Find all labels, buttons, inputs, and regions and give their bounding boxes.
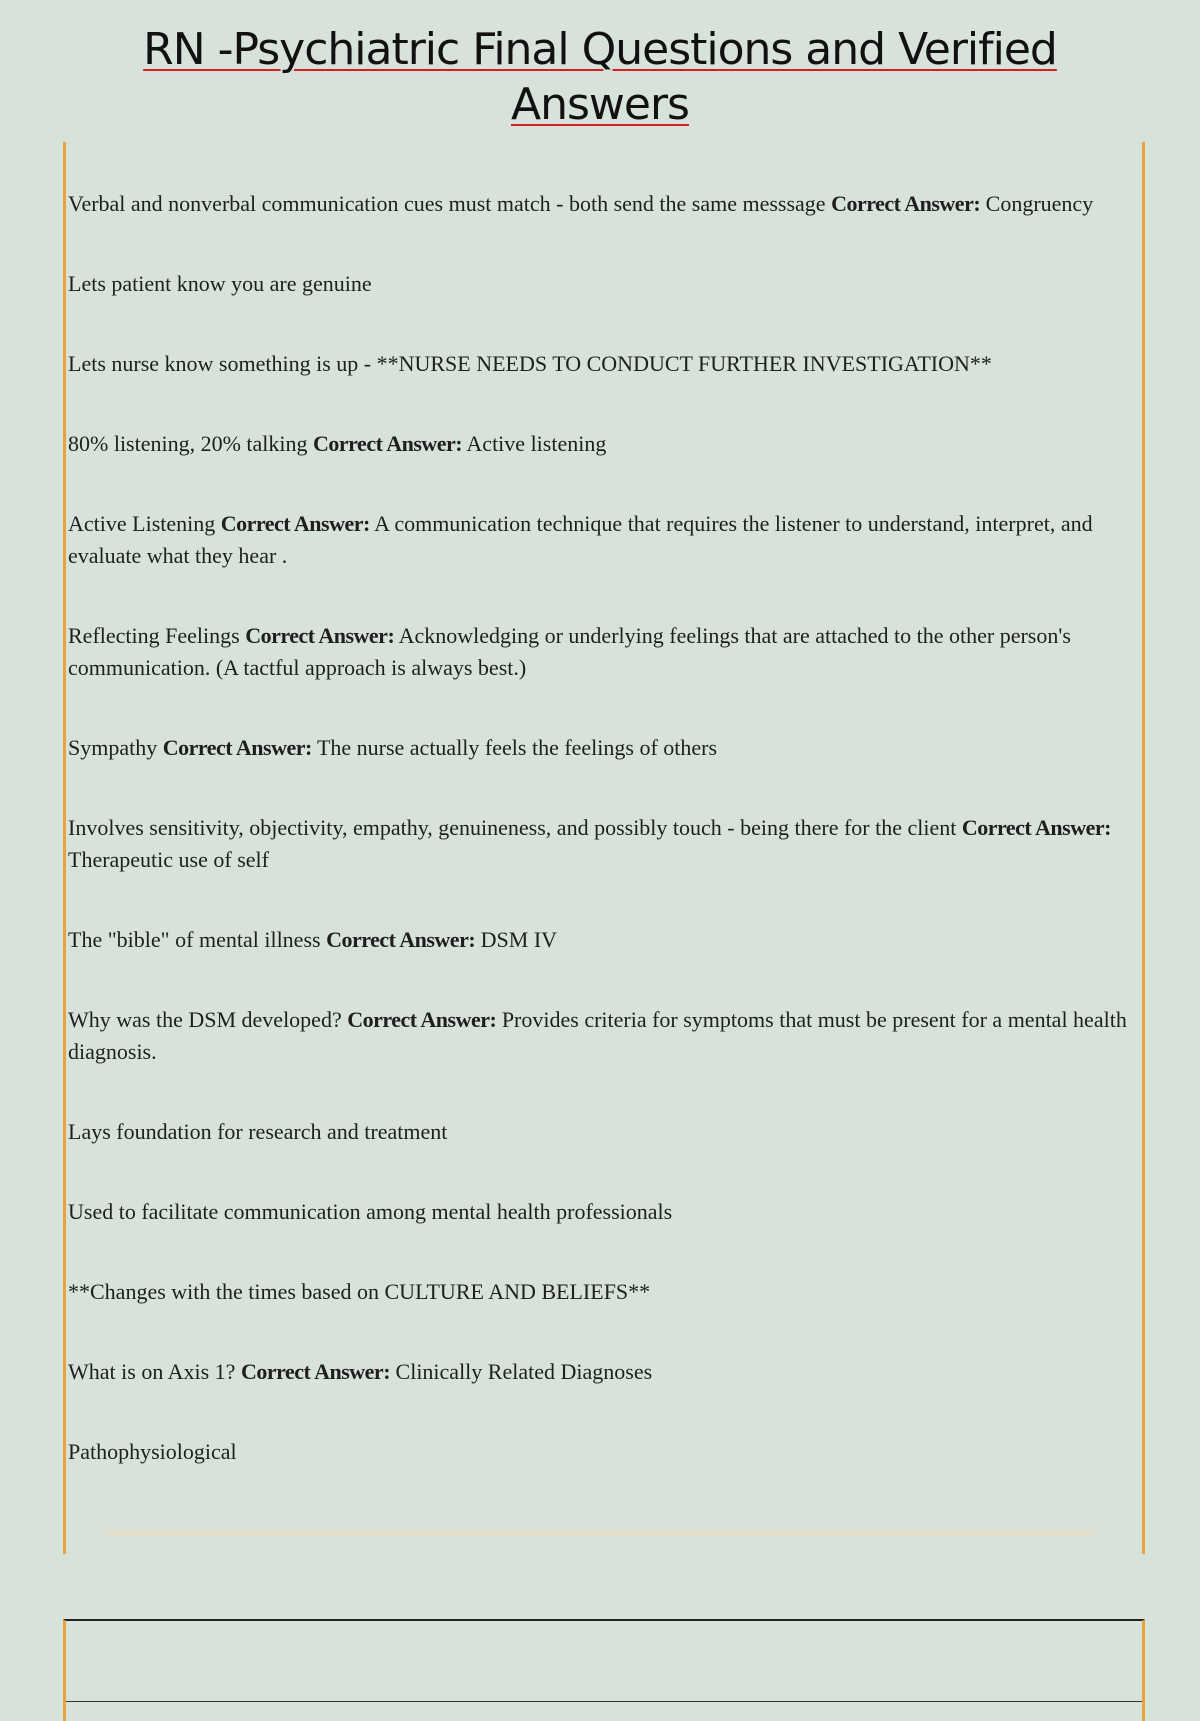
qa-entry: What is on Axis 1? Correct Answer: Clinically Related Diagnoses (68, 1359, 653, 1384)
answer-label: Correct Answer: (240, 1359, 391, 1384)
qa-entry: Lets nurse know something is up - **NURSE NEEDS TO CONDUCT FURTHER INVESTIGATION** (68, 351, 992, 376)
page-title: RN -Psychiatric Final Questions and Verified Answers (143, 24, 1057, 130)
qa-entry: Pathophysiological (68, 1439, 237, 1464)
answer-label: Correct Answer: (313, 431, 463, 456)
next-page-divider (66, 1701, 1142, 1702)
qa-entry: Active Listening Correct Answer: A communication technique that requires the listener to understand, interpret, and evaluate what they hear . (68, 511, 1093, 568)
answer-label: Correct Answer: (831, 191, 981, 216)
qa-entry: Verbal and nonverbal communication cues must match - both send the same messsage Correct Answer: Congruency (68, 191, 1094, 216)
qa-list (68, 188, 1130, 1516)
frame-bottom-divider (105, 1530, 1095, 1536)
qa-entry: Involves sensitivity, objectivity, empathy, genuineness, and possibly touch - being there for the client Correct Answer: Therapeutic use of self (68, 815, 1111, 872)
answer-label: Correct Answer: (220, 511, 370, 536)
qa-entry: The "bible" of mental illness Correct Answer: DSM IV (68, 927, 558, 952)
answer-label: Correct Answer: (961, 815, 1111, 840)
qa-entry: **Changes with the times based on CULTURE AND BELIEFS** (68, 1279, 651, 1304)
answer-label: Correct Answer: (162, 735, 312, 760)
qa-entry: Sympathy Correct Answer: The nurse actually feels the feelings of others (68, 735, 718, 760)
qa-entry: Lets patient know you are genuine (68, 271, 372, 296)
answer-label: Correct Answer: (245, 623, 395, 648)
qa-entry: Lays foundation for research and treatment (68, 1119, 448, 1144)
answer-label: Correct Answer: (347, 1007, 497, 1032)
next-page-frame (63, 1619, 1145, 1721)
qa-entry: Reflecting Feelings Correct Answer: Acknowledging or underlying feelings that are attached to the other person's communication. (A tactful approach is always best.) (68, 623, 1071, 680)
answer-label: Correct Answer: (326, 927, 476, 952)
qa-entry: Used to facilitate communication among mental health professionals (68, 1199, 673, 1224)
qa-entry: 80% listening, 20% talking Correct Answer: Active listening (68, 431, 607, 456)
qa-entry: Why was the DSM developed? Correct Answer: Provides criteria for symptoms that must be present for a mental health diagnosis. (68, 1007, 1127, 1064)
